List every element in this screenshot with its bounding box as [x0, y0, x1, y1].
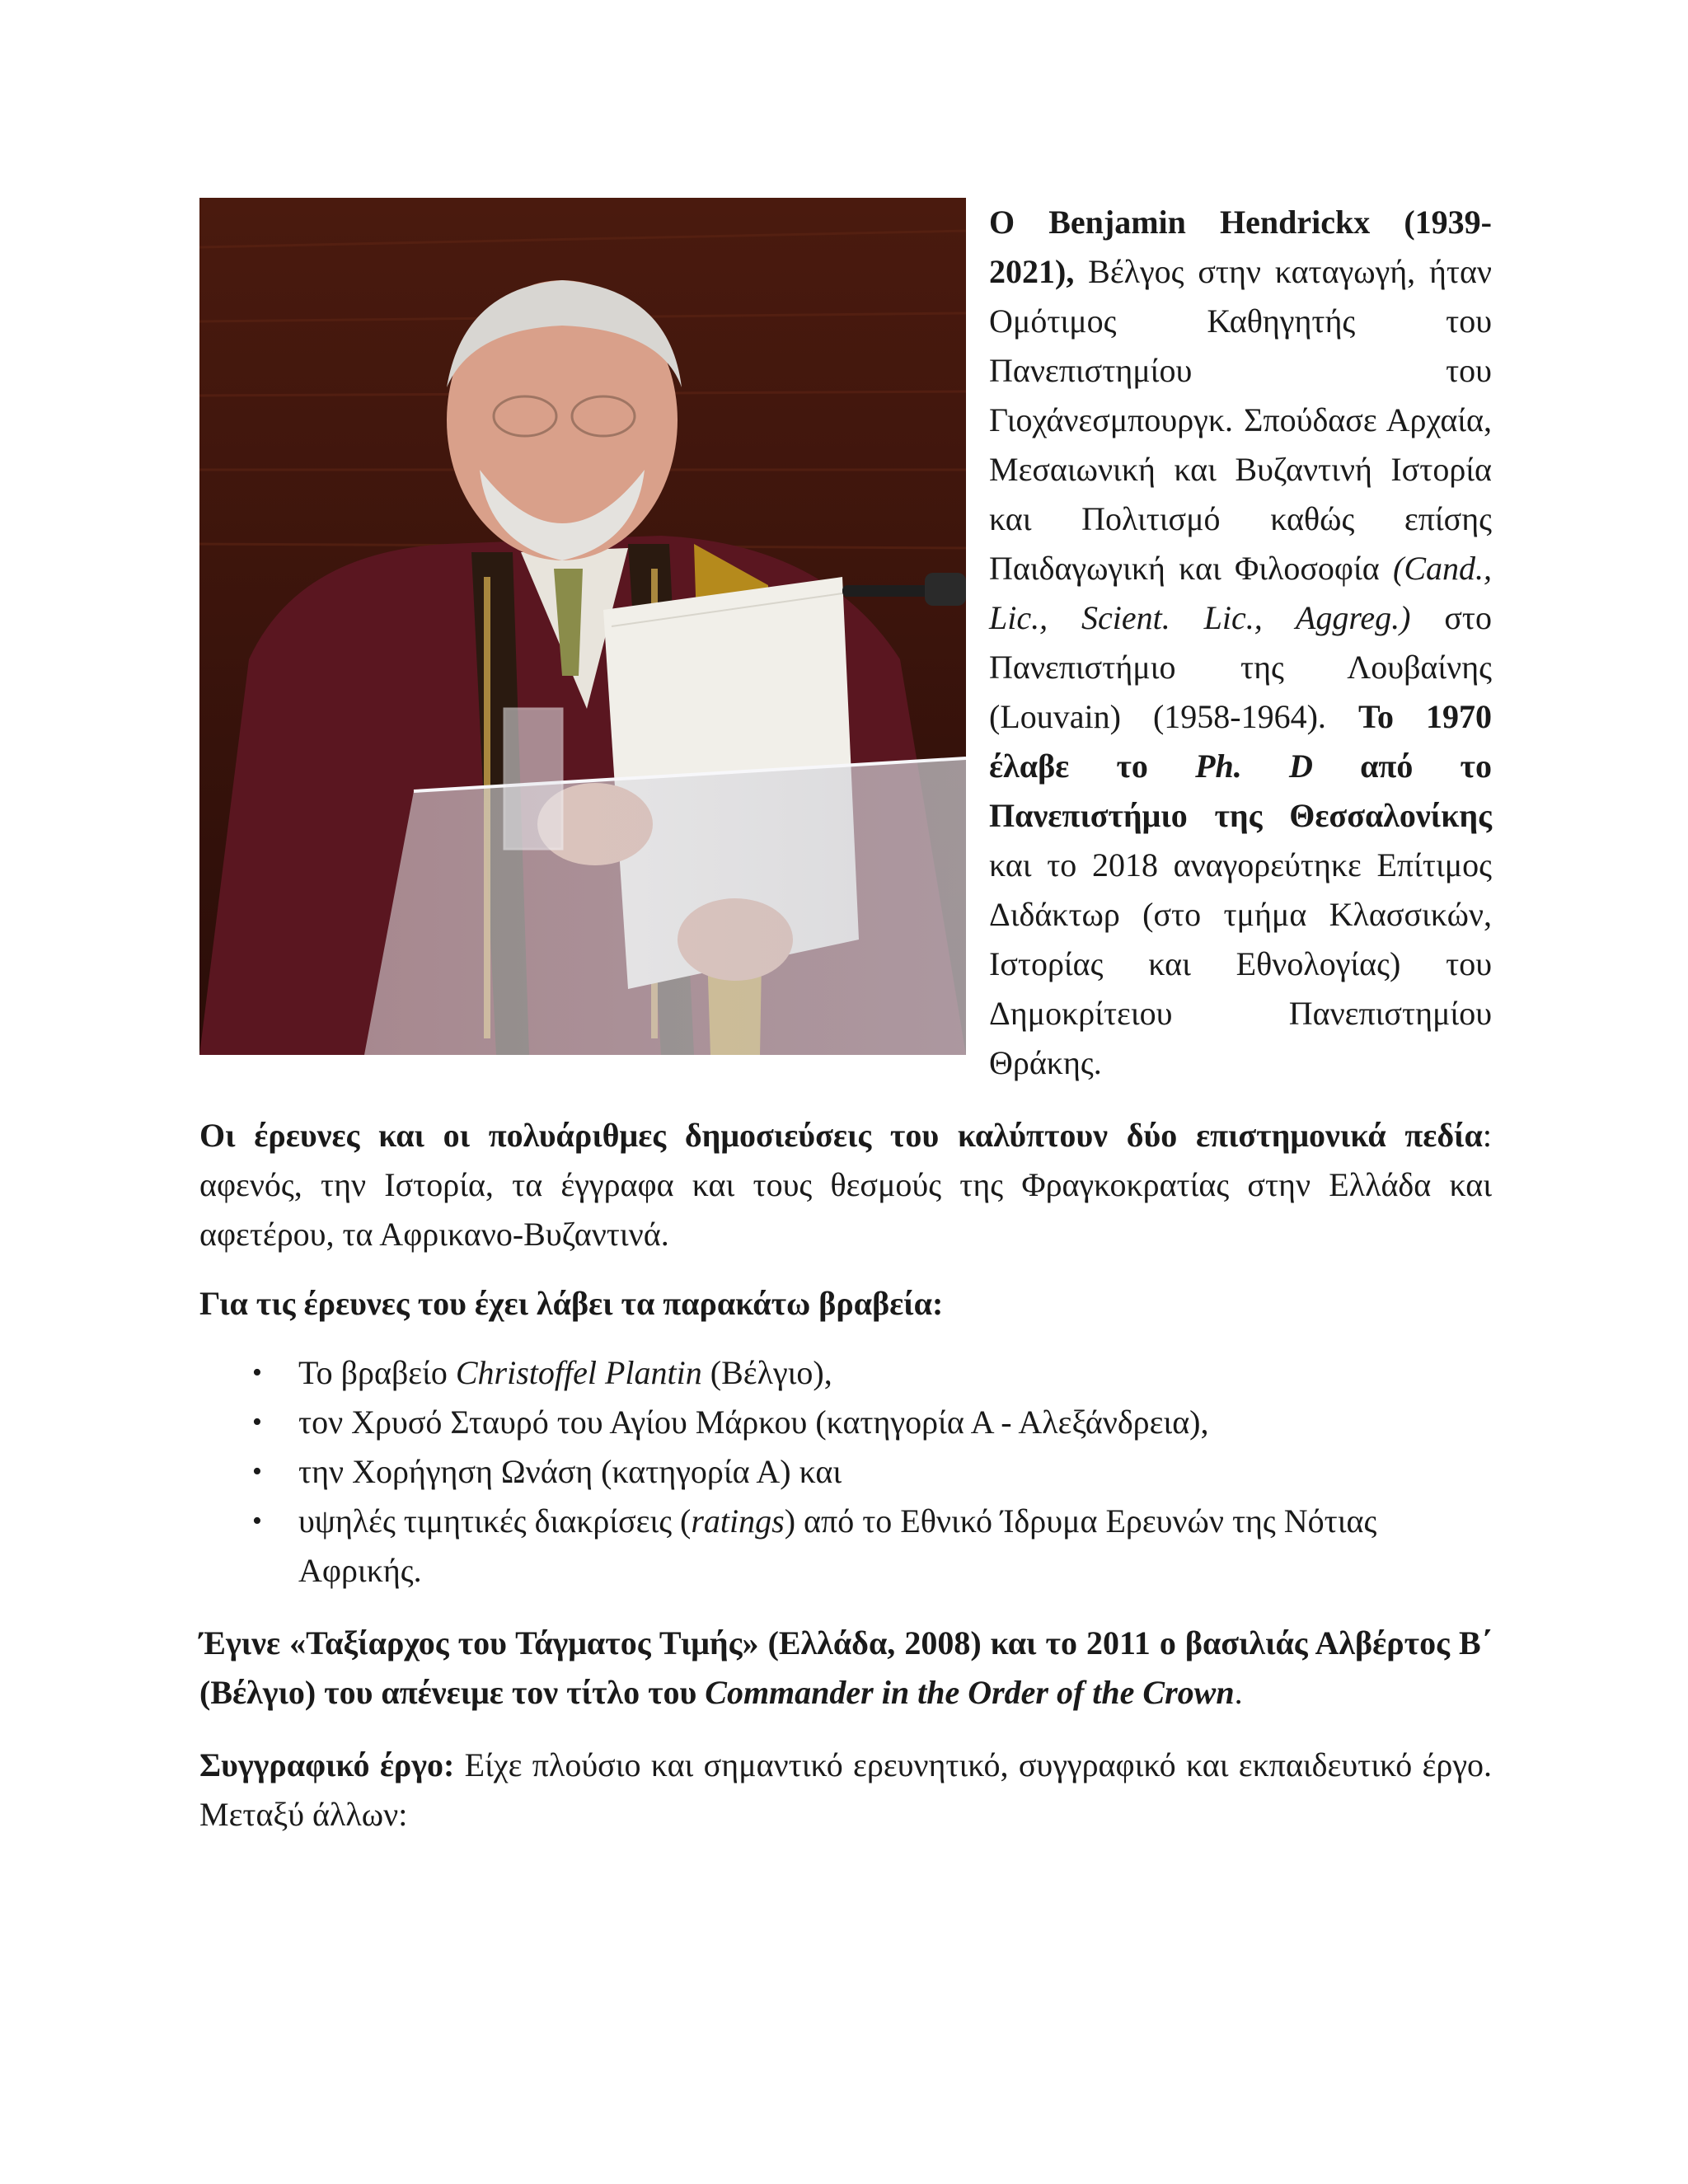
awards-heading: Για τις έρευνες του έχει λάβει τα παρακάτω βραβεία:: [199, 1285, 944, 1322]
award-text: τον Χρυσό Σταυρό του Αγίου Μάρκου (κατηγορία Α - Αλεξάνδρεια),: [298, 1404, 1209, 1441]
bullet-icon: •: [252, 1506, 262, 1536]
person-years: (1939-2021),: [989, 204, 1492, 290]
award-text: (Βέλγιο),: [701, 1354, 832, 1391]
intro-phd-italic: Ph. D: [1195, 748, 1313, 785]
honors-paragraph: [199, 1619, 1492, 1718]
award-text: υψηλές τιμητικές διακρίσεις (: [298, 1502, 692, 1540]
intro-text-2: στο Πανεπιστήμιο της Λουβαίνης (Louvain) (1958-1964).: [989, 599, 1493, 735]
research-paragraph: [199, 1111, 1492, 1259]
person-name: Ο Benjamin Hendrickx: [989, 204, 1371, 241]
award-item: [199, 1447, 1492, 1497]
honors-bold: Έγινε «Ταξίαρχος του Τάγματος Τιμής» (Ελλάδα, 2008) και το 2011 ο βασιλιάς Αλβέρτος Β΄ (Βέλγιο) του απένειμε τον τίτλο του: [199, 1624, 1492, 1711]
award-text: ) από το Εθνικό Ίδρυμα Ερευνών της Νότιας Αφρικής.: [298, 1502, 1377, 1589]
portrait-photo: [199, 198, 966, 1055]
works-paragraph: [199, 1741, 1492, 1840]
intro-degrees: (Cand., Lic., Scient. Lic., Aggreg.): [989, 550, 1492, 636]
award-text: την Χορήγηση Ωνάση (κατηγορία Α) και: [298, 1453, 842, 1490]
document-page: [199, 198, 1492, 1840]
award-italic: ratings: [691, 1502, 785, 1540]
intro-text-1: Βέλγος στην καταγωγή, ήταν Ομότιμος Καθηγητής του Πανεπιστημίου του Γιοχάνεσμπουργκ. Σπούδασε Αρχαία, Μεσαιωνική και Βυζαντινή Ιστορία και Πολιτισμό καθώς επίσης Παιδαγωγική και Φιλοσοφία: [989, 253, 1492, 587]
award-item: [199, 1398, 1492, 1447]
intro-text-3: και το 2018 αναγορεύτηκε Επίτιμος Διδάκτωρ (στο τμήμα Κλασσικών, Ιστορίας και Εθνολογίας) του Δημοκρίτειου Πανεπιστημίου Θράκης.: [989, 846, 1492, 1081]
intro-phd-1: Το 1970 έλαβε το: [989, 698, 1492, 785]
award-item: [199, 1497, 1492, 1596]
bullet-icon: •: [252, 1456, 262, 1487]
honors-end: .: [1234, 1674, 1243, 1711]
research-text: : αφενός, την Ιστορία, τα έγγραφα και τους θεσμούς της Φραγκοκρατίας στην Ελλάδα και αφετέρου, τα Αφρικανο-Βυζαντινά.: [199, 1117, 1492, 1253]
award-item: [199, 1348, 1492, 1398]
honors-title: Commander in the Order of the Crown: [705, 1674, 1235, 1711]
works-bold: Συγγραφικό έργο:: [199, 1746, 455, 1783]
award-text: Το βραβείο: [298, 1354, 456, 1391]
portrait-illustration: [199, 198, 966, 1055]
intro-phd-2: από το Πανεπιστήμιο της Θεσσαλονίκης: [989, 748, 1492, 834]
works-text: Είχε πλούσιο και σημαντικό ερευνητικό, συγγραφικό και εκπαιδευτικό έργο. Μεταξύ άλλων:: [199, 1746, 1492, 1833]
bullet-icon: •: [252, 1357, 262, 1388]
awards-list: [199, 1348, 1492, 1596]
award-italic: Christoffel Plantin: [455, 1354, 702, 1391]
research-bold: Οι έρευνες και οι πολυάριθμες δημοσιεύσεις του καλύπτουν δύο επιστημονικά πεδία: [199, 1117, 1483, 1154]
bullet-icon: •: [252, 1407, 262, 1437]
